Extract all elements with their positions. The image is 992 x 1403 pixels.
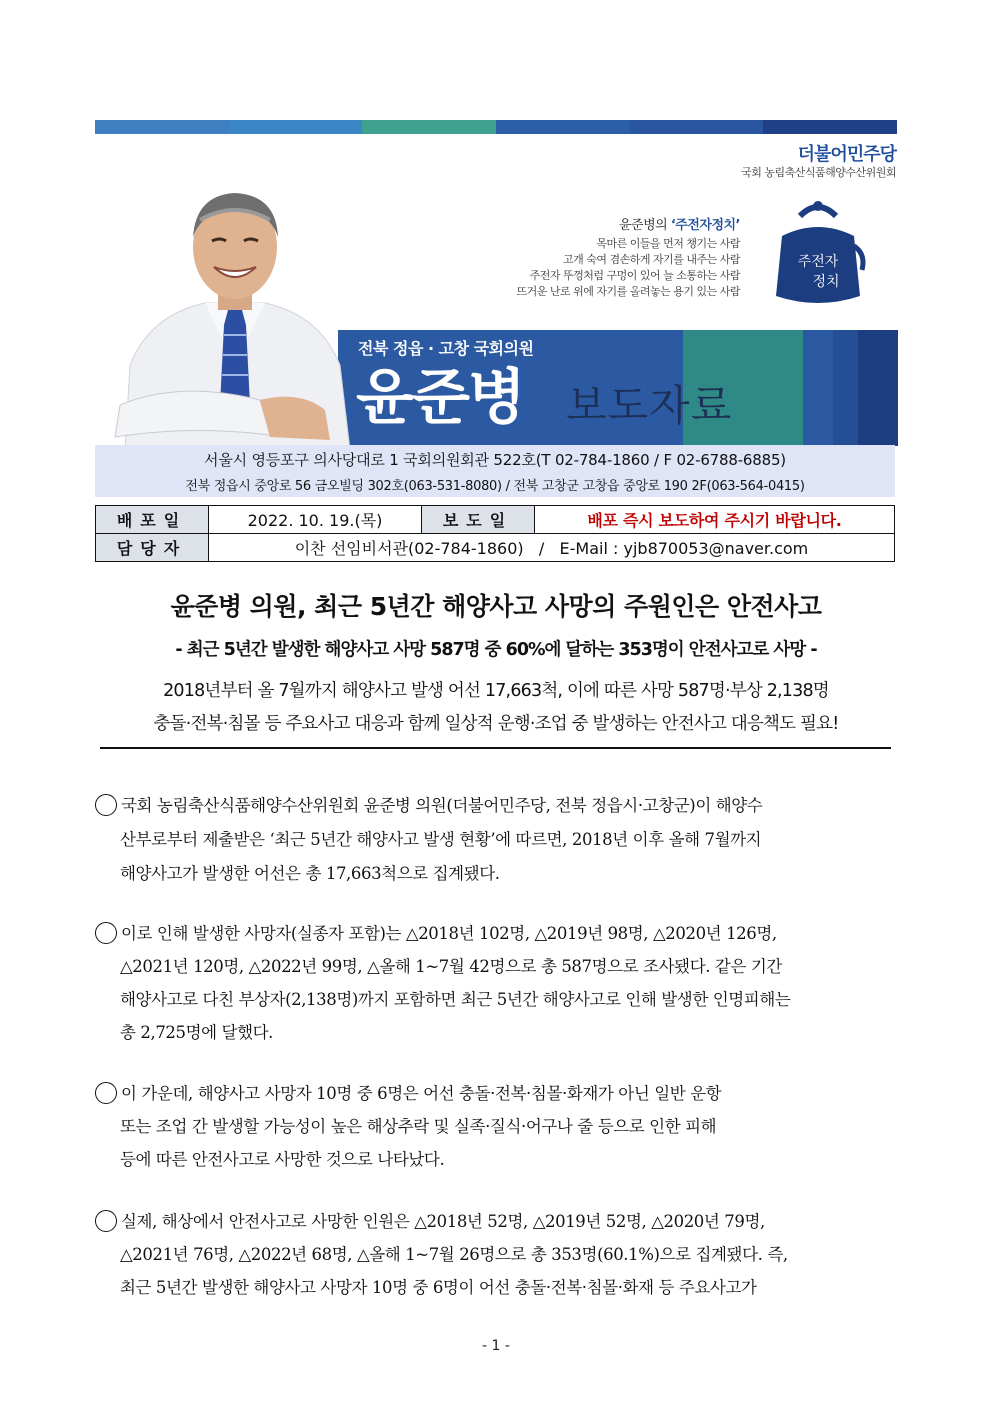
kettle-text: 정치	[812, 274, 840, 290]
headline-subtitle: - 최근 5년간 발생한 해양사고 사망 587명 중 60%에 달하는 353명이 안전사고로 사망 -	[175, 640, 817, 660]
body-paragraph	[95, 1080, 897, 1180]
seoul-address: 서울시 영등포구 의사당대로 1 국회의원회관 522호(T 02-784-1860 / F 02-6788-6885)	[204, 451, 786, 469]
contact-label: 담당자	[96, 534, 209, 562]
paragraph-line: 산부로부터 제출받은 ‘최근 5년간 해양사고 발생 현황’에 따르면, 2018년 이후 올해 7월까지	[120, 830, 762, 849]
circle-bullet-icon	[95, 1210, 117, 1232]
page-number: - 1 -	[482, 1338, 510, 1354]
slogan-line: 목마른 이들을 먼저 챙기는 사람	[596, 237, 740, 250]
member-subtitle: 전북 정읍 · 고창 국회의원	[358, 339, 534, 358]
slogan-line: 주전자 뚜껑처럼 구멍이 있어 늘 소통하는 사람	[529, 269, 740, 282]
color-bar-segment	[630, 120, 764, 134]
party-logo: 더불어민주당	[797, 144, 896, 165]
slogan-block	[517, 218, 741, 300]
paragraph-line: 해양사고로 다친 부상자(2,138명)까지 포함하면 최근 5년간 해양사고로 인해 발생한 인명피해는	[120, 990, 791, 1009]
color-bar-segment	[362, 120, 496, 134]
body-paragraph	[95, 792, 897, 892]
local-address: 전북 정읍시 중앙로 56 금오빌딩 302호(063-531-8080) / 전북 고창군 고창읍 중앙로 190 2F(063-564-0415)	[185, 479, 805, 494]
distribution-date-label: 배포일	[96, 506, 209, 534]
member-name: 윤준병	[356, 363, 524, 433]
headline-summary-line: 충돌·전복·침몰 등 주요사고 대응과 함께 일상적 운행·조업 중 발생하는 안전사고 대응책도 필요!	[153, 714, 839, 734]
slogan-title: 윤준병의 ‘주전자정치’	[618, 218, 740, 233]
color-bar-segment	[229, 120, 363, 134]
paragraph-line: 총 2,725명에 달했다.	[120, 1023, 274, 1042]
body-paragraph	[95, 1208, 897, 1308]
paragraph-line: 실제, 해상에서 안전사고로 사망한 인원은 △2018년 52명, △2019년 52명, △2020년 79명,	[121, 1212, 765, 1231]
color-bar-segment	[496, 120, 630, 134]
paragraph-line: 최근 5년간 발생한 해양사고 사망자 10명 중 6명이 어선 충돌·전복·침몰·화재 등 주요사고가	[120, 1278, 757, 1297]
headline-summary-line: 2018년부터 올 7월까지 해양사고 발생 어선 17,663척, 이에 따른 사망 587명·부상 2,138명	[163, 681, 829, 701]
paragraph-line: 국회 농림축산식품해양수산위원회 윤준병 의원(더불어민주당, 전북 정읍시·고창군)이 해양수	[121, 796, 763, 815]
body-paragraph	[95, 920, 897, 1050]
title-band-segment	[833, 330, 858, 446]
circle-bullet-icon	[95, 794, 117, 816]
color-bar-segment	[95, 120, 229, 134]
header-color-bar	[95, 120, 897, 134]
circle-bullet-icon	[95, 1082, 117, 1104]
color-bar-segment	[763, 120, 897, 134]
circle-bullet-icon	[95, 922, 117, 944]
committee-name: 국회 농림축산식품해양수산위원회	[741, 166, 896, 179]
kettle-icon	[770, 196, 866, 312]
divider	[100, 747, 891, 749]
paragraph-line: △2021년 76명, △2022년 68명, △올해 1~7월 26명으로 총 353명(60.1%)으로 집계됐다. 즉,	[120, 1245, 788, 1264]
report-date: 배포 즉시 보도하여 주시기 바랍니다.	[535, 506, 895, 534]
paragraph-line: 등에 따른 안전사고로 사망한 것으로 나타났다.	[120, 1150, 445, 1169]
member-photo	[110, 175, 360, 450]
contact-info: 이찬 선임비서관(02-784-1860) / E-Mail : yjb870053@naver.com	[209, 534, 895, 562]
document-type: 보도자료	[566, 381, 733, 430]
title-band-segment	[858, 330, 898, 446]
report-date-label: 보도일	[422, 506, 535, 534]
paragraph-line: 또는 조업 간 발생할 가능성이 높은 해상추락 및 실족·질식·어구나 줄 등으로 인한 피해	[120, 1117, 717, 1136]
paragraph-line: 이로 인해 발생한 사망자(실종자 포함)는 △2018년 102명, △2019년 98명, △2020년 126명,	[121, 924, 777, 943]
kettle-text: 주전자	[797, 254, 839, 270]
slogan-line: 뜨거운 난로 위에 자기를 올려놓는 용기 있는 사람	[516, 285, 740, 298]
table-row	[96, 534, 895, 562]
headline-title: 윤준병 의원, 최근 5년간 해양사고 사망의 주원인은 안전사고	[170, 592, 822, 621]
distribution-date: 2022. 10. 19.(목)	[209, 506, 422, 534]
release-info-table	[95, 505, 895, 562]
paragraph-line: 해양사고가 발생한 어선은 총 17,663척으로 집계됐다.	[120, 864, 500, 883]
paragraph-line: △2021년 120명, △2022년 99명, △올해 1~7월 42명으로 총 587명으로 조사됐다. 같은 기간	[120, 957, 782, 976]
table-row	[96, 506, 895, 534]
slogan-line: 고개 숙여 겸손하게 자기를 내주는 사람	[563, 253, 740, 266]
title-band-segment	[803, 330, 833, 446]
paragraph-line: 이 가운데, 해양사고 사망자 10명 중 6명은 어선 충돌·전복·침몰·화재가 아닌 일반 운항	[121, 1084, 722, 1103]
